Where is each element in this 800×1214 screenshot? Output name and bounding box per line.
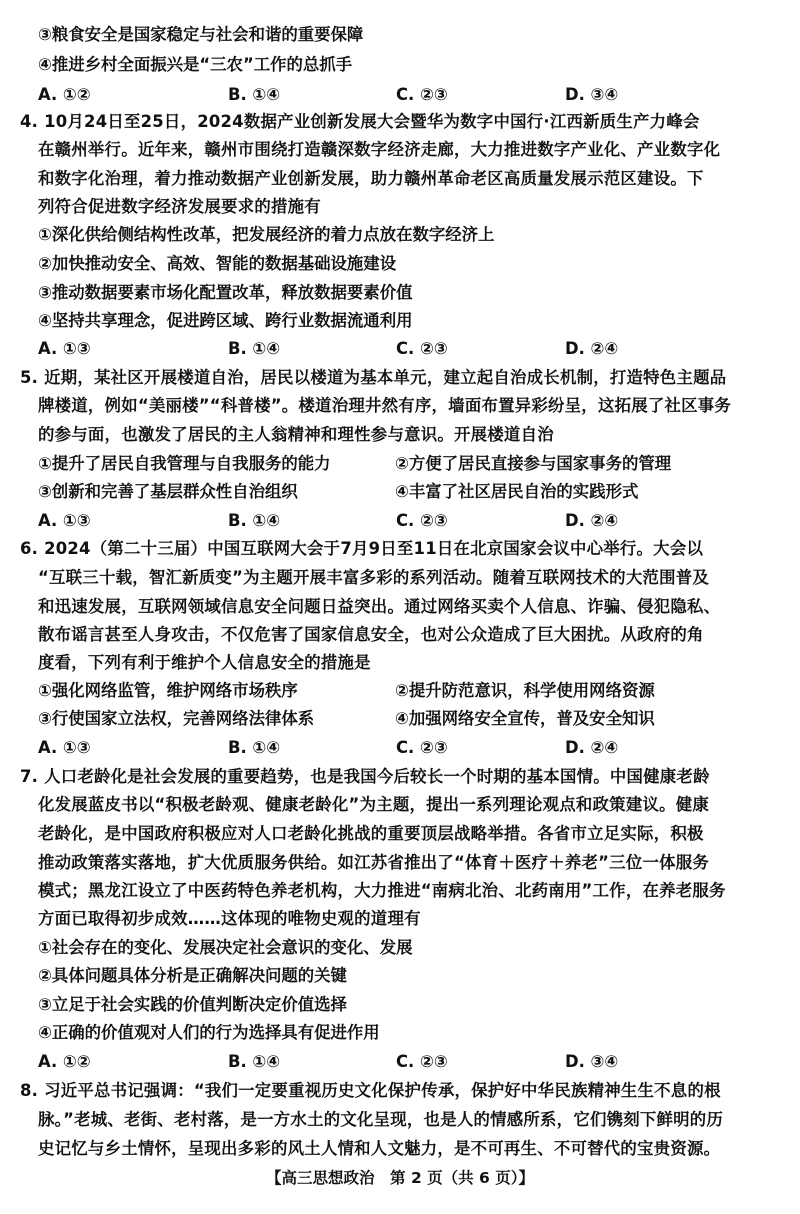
- question-text-line: 推动政策落实落地，扩大优质服务供给。如江苏省推出了“体育＋医疗＋养老”三位一体服务: [38, 853, 710, 872]
- statement-item: ①强化网络监管，维护网络市场秩序: [38, 681, 298, 700]
- answer-option: A. ①③: [38, 339, 91, 358]
- statement-item: ④推进乡村全面振兴是“三农”工作的总抓手: [38, 55, 353, 74]
- question-text-line: 8. 习近平总书记强调：“我们一定要重视历史文化保护传承，保护好中华民族精神生生不息的根: [20, 1081, 721, 1100]
- question-text-line: 方面已取得初步成效……这体现的唯物史观的道理有: [38, 909, 421, 928]
- answer-option: C. ②③: [396, 511, 448, 530]
- statement-item: ③推动数据要素市场化配置改革，释放数据要素价值: [38, 283, 413, 302]
- question-text-line: 7. 人口老龄化是社会发展的重要趋势，也是我国今后较长一个时期的基本国情。中国健康老龄: [20, 767, 710, 786]
- answer-option: C. ②③: [396, 738, 448, 757]
- statement-item: ④丰富了社区居民自治的实践形式: [395, 482, 639, 501]
- answer-option: C. ②③: [396, 339, 448, 358]
- statement-item: ②加快推动安全、高效、智能的数据基础设施建设: [38, 254, 397, 273]
- question-text-line: 脉。”老城、老街、老村落，是一方水土的文化呈现，也是人的情感所系，它们镌刻下鲜明的历: [38, 1110, 724, 1129]
- question-text-line: 史记忆与乡土情怀，呈现出多彩的风土人情和人文魅力，是不可再生、不可替代的宝贵资源。: [38, 1139, 721, 1158]
- answer-option: B. ①④: [228, 339, 281, 358]
- statement-item: ①提升了居民自我管理与自我服务的能力: [38, 454, 331, 473]
- statement-item: ③立足于社会实践的价值判断决定价值选择: [38, 995, 347, 1014]
- answer-option: D. ③④: [565, 85, 619, 104]
- answer-option: A. ①③: [38, 738, 91, 757]
- statement-item: ①社会存在的变化、发展决定社会意识的变化、发展: [38, 938, 413, 957]
- answer-option: C. ②③: [396, 1052, 448, 1071]
- answer-option: A. ①③: [38, 511, 91, 530]
- answer-option: A. ①②: [38, 85, 91, 104]
- question-text-line: 6. 2024（第二十三届）中国互联网大会于7月9日至11日在北京国家会议中心举行。大会以: [20, 539, 704, 558]
- statement-item: ④坚持共享理念，促进跨区域、跨行业数据流通利用: [38, 311, 413, 330]
- statement-item: ②提升防范意识，科学使用网络资源: [395, 681, 655, 700]
- statement-item: ③行使国家立法权，完善网络法律体系: [38, 709, 315, 728]
- page-footer: 【高三思想政治 第 2 页（共 6 页）】: [266, 1169, 534, 1187]
- question-text-line: 模式；黑龙江设立了中医药特色养老机构，大力推进“南病北治、北药南用”工作，在养老服务: [38, 881, 726, 900]
- answer-option: D. ②④: [565, 738, 619, 757]
- answer-option: D. ②④: [565, 339, 619, 358]
- answer-option: D. ③④: [565, 1052, 619, 1071]
- answer-option: B. ①④: [228, 85, 281, 104]
- statement-item: ④加强网络安全宣传，普及安全知识: [395, 709, 655, 728]
- question-text-line: 5. 近期，某社区开展楼道自治，居民以楼道为基本单元，建立起自治成长机制，打造特色主题品: [20, 368, 727, 387]
- statement-item: ①深化供给侧结构性改革，把发展经济的着力点放在数字经济上: [38, 225, 495, 244]
- answer-option: A. ①②: [38, 1052, 91, 1071]
- answer-option: B. ①④: [228, 738, 281, 757]
- answer-option: D. ②④: [565, 511, 619, 530]
- question-text-line: 4. 10月24日至25日，2024数据产业创新发展大会暨华为数字中国行·江西新质生产力峰会: [20, 112, 700, 131]
- question-text-line: 老龄化，是中国政府积极应对人口老龄化挑战的重要顶层战略举措。各省市立足实际，积极: [38, 824, 704, 843]
- answer-option: B. ①④: [228, 511, 281, 530]
- question-text-line: 和迅速发展，互联网领域信息安全问题日益突出。通过网络买卖个人信息、诈骗、侵犯隐私、: [38, 597, 721, 616]
- statement-item: ③粮食安全是国家稳定与社会和谐的重要保障: [38, 25, 364, 44]
- statement-item: ②具体问题具体分析是正确解决问题的关键: [38, 966, 347, 985]
- question-text-line: 化发展蓝皮书以“积极老龄观、健康老龄化”为主题，提出一系列理论观点和政策建议。健康: [38, 795, 710, 814]
- question-text-line: 度看，下列有利于维护个人信息安全的措施是: [38, 653, 371, 672]
- question-text-line: 在赣州举行。近年来，赣州市围绕打造赣深数字经济走廊，大力推进数字产业化、产业数字化: [38, 140, 721, 159]
- question-text-line: 牌楼道，例如“美丽楼”“科普楼”。楼道治理井然有序，墙面布置异彩纷呈，这拓展了社区事务: [38, 396, 732, 415]
- question-text-line: 的参与面，也激发了居民的主人翁精神和理性参与意识。开展楼道自治: [38, 425, 554, 444]
- question-text-line: 列符合促进数字经济发展要求的措施有: [38, 197, 321, 216]
- answer-option: C. ②③: [396, 85, 448, 104]
- question-text-line: 和数字化治理，着力推动数据产业创新发展，助力赣州革命老区高质量发展示范区建设。下: [38, 169, 704, 188]
- answer-option: B. ①④: [228, 1052, 281, 1071]
- question-text-line: “互联三十载，智汇新质变”为主题开展丰富多彩的系列活动。随着互联网技术的大范围普及: [38, 568, 710, 587]
- question-text-line: 散布谣言甚至人身攻击，不仅危害了国家信息安全，也对公众造成了巨大困扰。从政府的角: [38, 625, 704, 644]
- statement-item: ②方便了居民直接参与国家事务的管理: [395, 454, 672, 473]
- statement-item: ④正确的价值观对人们的行为选择具有促进作用: [38, 1023, 380, 1042]
- statement-item: ③创新和完善了基层群众性自治组织: [38, 482, 298, 501]
